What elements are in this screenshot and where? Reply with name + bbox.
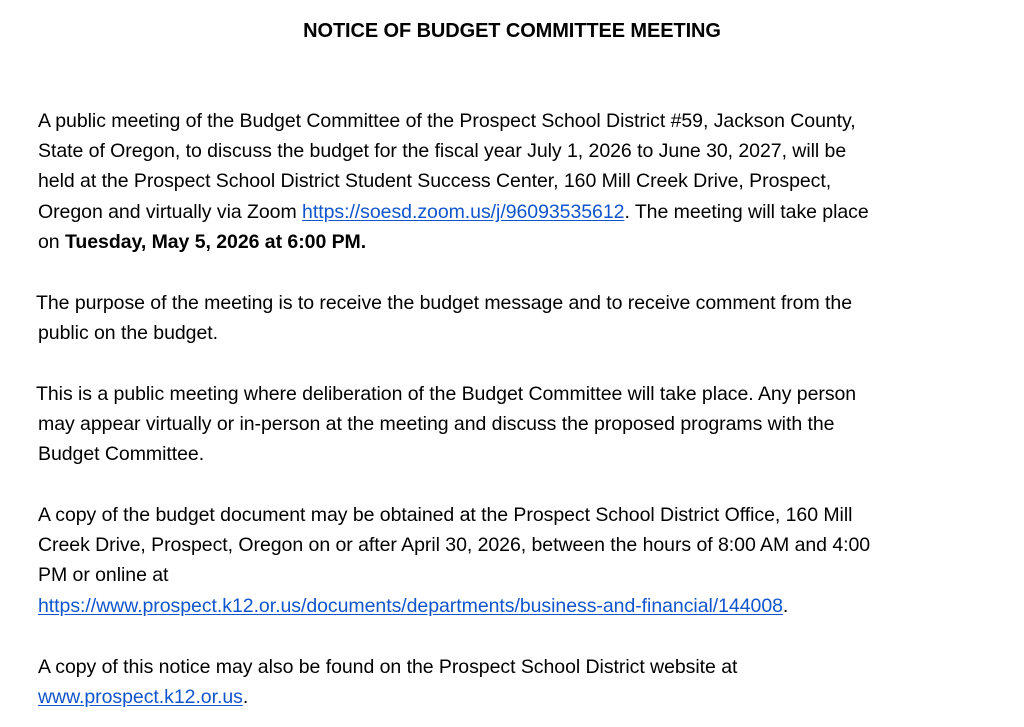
budget-document-paragraph <box>38 500 1008 621</box>
paragraph-line <box>38 591 1008 621</box>
paragraph-line: The purpose of the meeting is to receive the budget message and to receive comment from the <box>36 292 852 314</box>
paragraph-line: public on the budget. <box>38 322 219 345</box>
zoom-meeting-link[interactable]: https://soesd.zoom.us/j/96093535612 <box>302 200 625 223</box>
public-participation-paragraph <box>38 379 1008 470</box>
paragraph-line: PM or online at <box>38 564 169 587</box>
meeting-datetime: Tuesday, May 5, 2026 at 6:00 PM. <box>64 230 367 253</box>
website-notice-paragraph <box>38 652 1008 712</box>
paragraph-line: A copy of this notice may also be found on the Prospect School District website at <box>38 656 738 678</box>
paragraph-line <box>38 227 1008 257</box>
paragraph-line <box>38 682 1008 712</box>
paragraph-line: A public meeting of the Budget Committee of the Prospect School District #59, Jackson County, <box>38 110 856 132</box>
line-text: . <box>782 594 789 617</box>
meeting-details-paragraph <box>38 106 1008 257</box>
paragraph-line <box>38 197 1008 227</box>
paragraph-line: held at the Prospect School District Student Success Center, 160 Mill Creek Drive, Prospect, <box>38 170 832 193</box>
district-website-link[interactable]: www.prospect.k12.or.us <box>38 686 243 709</box>
notice-title: NOTICE OF BUDGET COMMITTEE MEETING <box>303 20 721 42</box>
line-text: on <box>38 230 65 253</box>
paragraph-line: A copy of the budget document may be obtained at the Prospect School District Office, 160 Mill <box>38 504 853 526</box>
paragraph-line: This is a public meeting where deliberation of the Budget Committee will take place. Any person <box>36 383 857 405</box>
paragraph-line: Creek Drive, Prospect, Oregon on or after April 30, 2026, between the hours of 8:00 AM and 4:00 <box>38 534 871 557</box>
line-text: . <box>242 686 249 709</box>
paragraph-line: Budget Committee. <box>38 443 205 466</box>
budget-document-link[interactable]: https://www.prospect.k12.or.us/documents/departments/business-and-financial/144008 <box>38 594 783 617</box>
line-text: Oregon and virtually via Zoom <box>38 200 303 223</box>
paragraph-line: may appear virtually or in-person at the meeting and discuss the proposed programs with the <box>38 413 835 436</box>
purpose-paragraph <box>38 288 1008 348</box>
line-text: . The meeting will take place <box>624 200 869 223</box>
paragraph-line: State of Oregon, to discuss the budget for the fiscal year July 1, 2026 to June 30, 2027, will be <box>38 140 847 163</box>
